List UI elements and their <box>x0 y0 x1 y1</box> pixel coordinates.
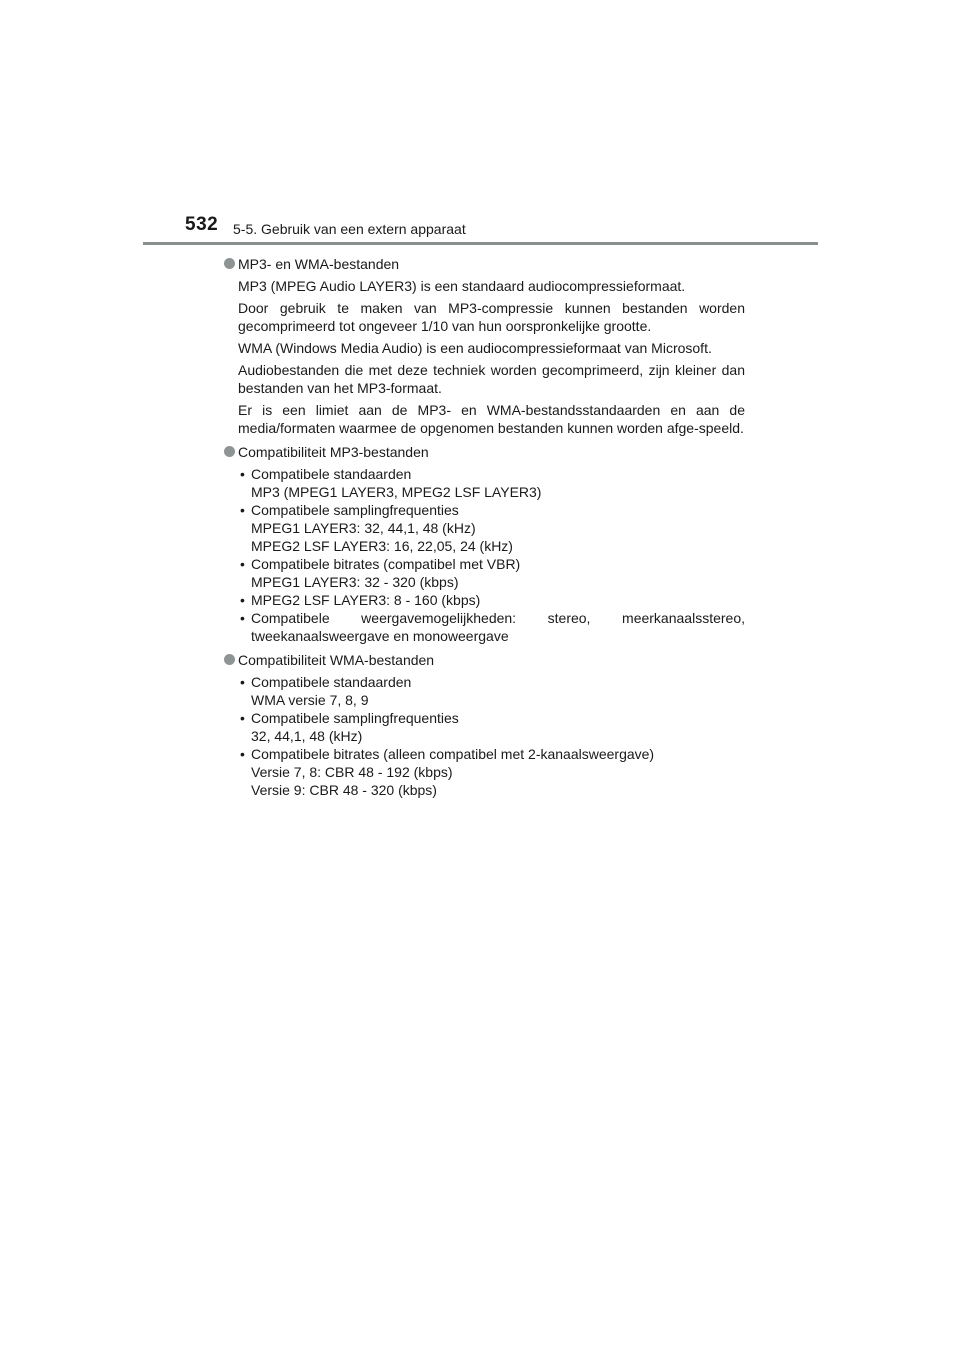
document-body <box>224 255 745 805</box>
paragraph: Door gebruik te maken van MP3-compressie kunnen bestanden worden gecomprimeerd tot ongeveer 1/10 van hun oorspronkelijke grootte. <box>238 300 745 334</box>
list-item-label: Compatibele weergavemogelijkheden: stereo, meerkanaalsstereo, tweekanaalsweergave en monoweergave <box>251 610 745 644</box>
list-item-detail: 32, 44,1, 48 (kHz) <box>251 728 363 744</box>
page-number: 532 <box>185 214 219 235</box>
round-bullet-icon <box>224 446 235 457</box>
list-item <box>238 609 745 645</box>
list-item <box>238 673 745 709</box>
header-rule <box>143 242 818 245</box>
dot-bullet-icon: • <box>240 610 245 626</box>
section-mp3-wma-files <box>224 255 745 437</box>
list-item-detail: Versie 7, 8: CBR 48 - 192 (kbps) <box>251 764 453 780</box>
paragraph: MP3 (MPEG Audio LAYER3) is een standaard audiocompressieformaat. <box>238 278 686 294</box>
list-item <box>238 745 745 799</box>
dot-bullet-icon: • <box>240 710 245 726</box>
spec-list <box>238 673 745 799</box>
list-item-label: Compatibele standaarden <box>251 674 412 690</box>
paragraph: Er is een limiet aan de MP3- en WMA-bestandsstandaarden en aan de media/formaten waarmee de opgenomen bestanden kunnen worden afge-speeld. <box>238 402 745 436</box>
dot-bullet-icon: • <box>240 556 245 572</box>
list-item-label: Compatibele standaarden <box>251 466 412 482</box>
dot-bullet-icon: • <box>240 592 245 608</box>
section-heading-text: Compatibiliteit WMA-bestanden <box>238 652 435 668</box>
list-item-detail: MPEG2 LSF LAYER3: 16, 22,05, 24 (kHz) <box>251 538 513 554</box>
list-item <box>238 501 745 555</box>
list-item-label: MPEG2 LSF LAYER3: 8 - 160 (kbps) <box>251 592 481 608</box>
section-wma-compatibility <box>224 651 745 799</box>
list-item-detail: MPEG1 LAYER3: 32 - 320 (kbps) <box>251 574 459 590</box>
round-bullet-icon <box>224 654 235 665</box>
list-item-detail: MP3 (MPEG1 LAYER3, MPEG2 LSF LAYER3) <box>251 484 542 500</box>
list-item-label: Compatibele samplingfrequenties <box>251 502 459 518</box>
section-heading-text: Compatibiliteit MP3-bestanden <box>238 444 429 460</box>
section-title: 5-5. Gebruik van een extern apparaat <box>233 221 466 237</box>
spec-list <box>238 465 745 645</box>
section-heading-text: MP3- en WMA-bestanden <box>238 256 400 272</box>
dot-bullet-icon: • <box>240 466 245 482</box>
round-bullet-icon <box>224 258 235 269</box>
list-item <box>238 591 745 609</box>
dot-bullet-icon: • <box>240 502 245 518</box>
list-item-detail: MPEG1 LAYER3: 32, 44,1, 48 (kHz) <box>251 520 476 536</box>
paragraph: Audiobestanden die met deze techniek worden gecomprimeerd, zijn kleiner dan bestanden van het MP3-formaat. <box>238 362 745 396</box>
dot-bullet-icon: • <box>240 674 245 690</box>
list-item <box>238 555 745 591</box>
list-item-detail: WMA versie 7, 8, 9 <box>251 692 369 708</box>
section-heading <box>224 651 745 669</box>
section-heading <box>224 255 745 273</box>
list-item-label: Compatibele samplingfrequenties <box>251 710 459 726</box>
list-item <box>238 465 745 501</box>
list-item-detail: Versie 9: CBR 48 - 320 (kbps) <box>251 782 437 798</box>
paragraph: WMA (Windows Media Audio) is een audiocompressieformaat van Microsoft. <box>238 340 712 356</box>
list-item-label: Compatibele bitrates (compatibel met VBR) <box>251 556 521 572</box>
section-mp3-compatibility <box>224 443 745 645</box>
dot-bullet-icon: • <box>240 746 245 762</box>
list-item <box>238 709 745 745</box>
section-heading <box>224 443 745 461</box>
list-item-label: Compatibele bitrates (alleen compatibel met 2-kanaalsweergave) <box>251 746 655 762</box>
